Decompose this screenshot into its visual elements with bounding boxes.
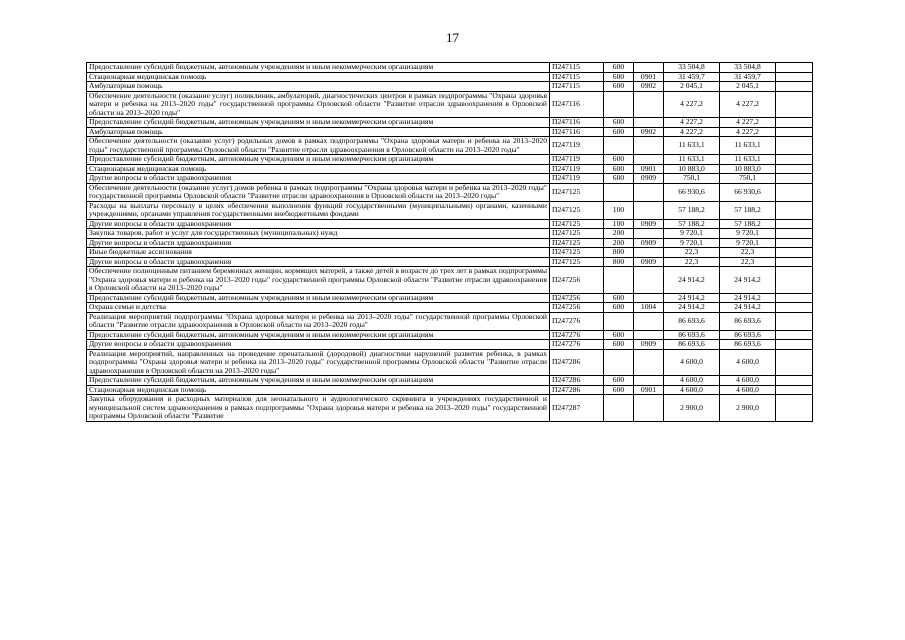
cell-empty <box>776 376 813 386</box>
cell-expense-name: Охрана семьи и детства <box>87 303 550 313</box>
cell-target-code: П247256 <box>550 267 604 294</box>
cell-target-code: П247115 <box>550 63 604 73</box>
table-row <box>87 127 813 137</box>
cell-empty <box>776 63 813 73</box>
cell-amount-total: 2 045,1 <box>720 82 776 92</box>
cell-expense-name: Расходы на выплаты персоналу в целях обеспечения выполнения функций государственными (муниципальными) органами, казенными учреждениями, органами управления государственными внебюджетными фондами <box>87 201 550 219</box>
cell-amount-total: 9 720,1 <box>720 229 776 239</box>
cell-target-code: П247125 <box>550 229 604 239</box>
cell-expense-name: Реализация мероприятий, направленных на проведение пренатальной (дородовой) диагностики нарушений развития ребенка, в рамках подпрограммы "Охрана здоровья матери и ребенка на 2013–2020 годы" государственной программы Орловской области "Развитие отрасли здравоохранения в Орловской области на 2013–2020 годы" <box>87 349 550 376</box>
cell-target-code: П247116 <box>550 127 604 137</box>
cell-amount-total: 4 227,2 <box>720 91 776 118</box>
cell-target-code: П247116 <box>550 91 604 118</box>
cell-section-code <box>634 330 664 340</box>
cell-amount: 4 227,2 <box>664 91 720 118</box>
cell-amount: 66 930,6 <box>664 183 720 201</box>
cell-empty <box>776 118 813 128</box>
cell-expense-type: 600 <box>604 72 634 82</box>
cell-section-code: 0909 <box>634 174 664 184</box>
cell-amount: 4 600,0 <box>664 385 720 395</box>
cell-section-code: 0909 <box>634 340 664 350</box>
cell-section-code <box>634 349 664 376</box>
cell-target-code: П247116 <box>550 118 604 128</box>
table-row <box>87 118 813 128</box>
cell-section-code: 0901 <box>634 72 664 82</box>
cell-empty <box>776 303 813 313</box>
cell-expense-name: Амбулаторная помощь <box>87 127 550 137</box>
cell-expense-type: 600 <box>604 340 634 350</box>
cell-expense-name: Закупка товаров, работ и услуг для государственных (муниципальных) нужд <box>87 229 550 239</box>
cell-amount-total: 11 633,1 <box>720 137 776 155</box>
cell-amount: 4 227,2 <box>664 127 720 137</box>
cell-amount-total: 10 883,0 <box>720 164 776 174</box>
cell-target-code: П247286 <box>550 385 604 395</box>
cell-amount: 22,3 <box>664 257 720 267</box>
cell-amount: 86 693,6 <box>664 330 720 340</box>
cell-expense-type: 600 <box>604 385 634 395</box>
cell-expense-name: Предоставление субсидий бюджетным, автономным учреждениям и иным некоммерческим организациям <box>87 330 550 340</box>
cell-section-code: 0901 <box>634 164 664 174</box>
cell-expense-type: 600 <box>604 330 634 340</box>
cell-empty <box>776 127 813 137</box>
table-row <box>87 174 813 184</box>
cell-empty <box>776 155 813 165</box>
cell-amount-total: 24 914,2 <box>720 267 776 294</box>
table-row <box>87 63 813 73</box>
cell-expense-name: Другие вопросы в области здравоохранения <box>87 219 550 229</box>
cell-section-code: 0902 <box>634 82 664 92</box>
table-row <box>87 330 813 340</box>
cell-expense-type <box>604 137 634 155</box>
cell-expense-type <box>604 183 634 201</box>
cell-empty <box>776 219 813 229</box>
cell-target-code: П247115 <box>550 82 604 92</box>
table-row <box>87 91 813 118</box>
cell-amount-total: 57 188,2 <box>720 201 776 219</box>
cell-amount: 24 914,2 <box>664 267 720 294</box>
table-row <box>87 376 813 386</box>
cell-amount-total: 22,3 <box>720 257 776 267</box>
cell-section-code <box>634 137 664 155</box>
cell-section-code <box>634 312 664 330</box>
cell-section-code <box>634 63 664 73</box>
table-row <box>87 312 813 330</box>
table-row <box>87 267 813 294</box>
cell-section-code <box>634 376 664 386</box>
cell-empty <box>776 395 813 422</box>
cell-amount: 57 188,2 <box>664 219 720 229</box>
cell-expense-type: 600 <box>604 63 634 73</box>
budget-table <box>86 62 813 422</box>
cell-empty <box>776 164 813 174</box>
table-row <box>87 229 813 239</box>
cell-target-code: П247125 <box>550 219 604 229</box>
cell-section-code <box>634 91 664 118</box>
table-row <box>87 155 813 165</box>
cell-section-code: 0909 <box>634 257 664 267</box>
cell-expense-name: Предоставление субсидий бюджетным, автономным учреждениям и иным некоммерческим организациям <box>87 63 550 73</box>
table-row <box>87 385 813 395</box>
table-row <box>87 137 813 155</box>
cell-section-code: 0901 <box>634 385 664 395</box>
cell-amount: 11 633,1 <box>664 137 720 155</box>
cell-amount-total: 4 227,2 <box>720 127 776 137</box>
cell-amount-total: 66 930,6 <box>720 183 776 201</box>
cell-amount: 11 633,1 <box>664 155 720 165</box>
cell-expense-type: 600 <box>604 155 634 165</box>
cell-section-code <box>634 293 664 303</box>
table-row <box>87 82 813 92</box>
cell-amount-total: 2 900,0 <box>720 395 776 422</box>
cell-empty <box>776 340 813 350</box>
cell-target-code: П247115 <box>550 72 604 82</box>
table-row <box>87 395 813 422</box>
cell-expense-name: Стационарная медицинская помощь <box>87 72 550 82</box>
cell-amount: 33 504,8 <box>664 63 720 73</box>
table-row <box>87 303 813 313</box>
cell-expense-name: Другие вопросы в области здравоохранения <box>87 340 550 350</box>
cell-expense-type: 600 <box>604 82 634 92</box>
cell-expense-name: Предоставление субсидий бюджетным, автономным учреждениям и иным некоммерческим организациям <box>87 293 550 303</box>
cell-expense-type <box>604 312 634 330</box>
cell-empty <box>776 137 813 155</box>
cell-amount: 57 188,2 <box>664 201 720 219</box>
cell-expense-name: Стационарная медицинская помощь <box>87 385 550 395</box>
cell-target-code: П247125 <box>550 183 604 201</box>
cell-expense-type <box>604 349 634 376</box>
cell-amount-total: 4 600,0 <box>720 349 776 376</box>
cell-expense-type: 100 <box>604 219 634 229</box>
cell-expense-name: Обеспечение деятельности (оказание услуг) поликлиник, амбулаторий, диагностических центров в рамках подпрограммы "Охрана здоровья матери и ребенка на 2013–2020 годы" государственной программы Орловской области "Развитие отрасли здравоохранения в Орловской области на 2013–2020 годы" <box>87 91 550 118</box>
budget-table-body <box>87 63 813 422</box>
cell-expense-type: 800 <box>604 257 634 267</box>
cell-section-code <box>634 395 664 422</box>
cell-expense-type: 600 <box>604 164 634 174</box>
cell-empty <box>776 349 813 376</box>
cell-target-code: П247286 <box>550 349 604 376</box>
cell-empty <box>776 312 813 330</box>
cell-expense-type: 600 <box>604 174 634 184</box>
cell-target-code: П247119 <box>550 137 604 155</box>
cell-expense-name: Иные бюджетные ассигнования <box>87 248 550 258</box>
cell-expense-name: Обеспечение полноценным питанием беременных женщин, кормящих матерей, а также детей в возрасте до трех лет в рамках подпрограммы "Охрана здоровья матери и ребенка на 2013–2020 годы" государственной программы Орловской области "Развитие отрасли здравоохранения в Орловской области на 2013–2020 годы" <box>87 267 550 294</box>
cell-expense-type: 600 <box>604 303 634 313</box>
cell-empty <box>776 257 813 267</box>
cell-empty <box>776 91 813 118</box>
cell-expense-type: 100 <box>604 201 634 219</box>
table-row <box>87 248 813 258</box>
table-row <box>87 164 813 174</box>
cell-amount: 86 693,6 <box>664 340 720 350</box>
table-row <box>87 219 813 229</box>
cell-amount-total: 4 600,0 <box>720 376 776 386</box>
cell-amount-total: 33 504,8 <box>720 63 776 73</box>
cell-expense-name: Амбулаторная помощь <box>87 82 550 92</box>
cell-empty <box>776 82 813 92</box>
cell-empty <box>776 293 813 303</box>
cell-target-code: П247119 <box>550 174 604 184</box>
cell-section-code <box>634 201 664 219</box>
cell-expense-name: Реализация мероприятий подпрограммы "Охрана здоровья матери и ребенка на 2013–2020 годы" государственной программы Орловской области "Развитие отрасли здравоохранения в Орловской области на 2013–2020 годы" <box>87 312 550 330</box>
cell-section-code <box>634 183 664 201</box>
cell-target-code: П247256 <box>550 303 604 313</box>
cell-expense-name: Предоставление субсидий бюджетным, автономным учреждениям и иным некоммерческим организациям <box>87 155 550 165</box>
table-row <box>87 201 813 219</box>
cell-amount-total: 86 693,6 <box>720 340 776 350</box>
cell-amount-total: 4 227,2 <box>720 118 776 128</box>
cell-empty <box>776 201 813 219</box>
table-row <box>87 238 813 248</box>
table-row <box>87 72 813 82</box>
cell-expense-type: 800 <box>604 248 634 258</box>
cell-expense-name: Стационарная медицинская помощь <box>87 164 550 174</box>
cell-amount-total: 86 693,6 <box>720 312 776 330</box>
cell-empty <box>776 267 813 294</box>
cell-amount: 86 693,6 <box>664 312 720 330</box>
cell-section-code: 1004 <box>634 303 664 313</box>
table-row <box>87 340 813 350</box>
cell-target-code: П247125 <box>550 248 604 258</box>
cell-target-code: П247125 <box>550 201 604 219</box>
table-row <box>87 257 813 267</box>
cell-empty <box>776 183 813 201</box>
cell-amount: 4 600,0 <box>664 376 720 386</box>
cell-section-code <box>634 155 664 165</box>
cell-section-code <box>634 248 664 258</box>
cell-amount-total: 24 914,2 <box>720 293 776 303</box>
cell-amount-total: 22,3 <box>720 248 776 258</box>
cell-amount-total: 9 720,1 <box>720 238 776 248</box>
cell-section-code <box>634 267 664 294</box>
cell-expense-type: 200 <box>604 238 634 248</box>
cell-target-code: П247119 <box>550 164 604 174</box>
cell-expense-name: Другие вопросы в области здравоохранения <box>87 257 550 267</box>
cell-expense-type <box>604 267 634 294</box>
cell-target-code: П247287 <box>550 395 604 422</box>
cell-amount: 4 227,2 <box>664 118 720 128</box>
cell-expense-type: 600 <box>604 118 634 128</box>
table-row <box>87 293 813 303</box>
cell-amount-total: 750,1 <box>720 174 776 184</box>
table-row <box>87 349 813 376</box>
cell-target-code: П247276 <box>550 330 604 340</box>
cell-target-code: П247125 <box>550 238 604 248</box>
cell-section-code: 0909 <box>634 238 664 248</box>
cell-empty <box>776 330 813 340</box>
cell-expense-name: Другие вопросы в области здравоохранения <box>87 238 550 248</box>
page-number: 17 <box>446 30 459 45</box>
cell-empty <box>776 248 813 258</box>
cell-amount: 31 459,7 <box>664 72 720 82</box>
cell-expense-name: Обеспечение деятельности (оказание услуг) домов ребенка в рамках подпрограммы "Охрана здоровья матери и ребенка на 2013–2020 годы" государственной программы Орловской области "Развитие отрасли здравоохранения в Орловской области на 2013–2020 годы" <box>87 183 550 201</box>
cell-amount-total: 4 600,0 <box>720 385 776 395</box>
cell-expense-type: 600 <box>604 127 634 137</box>
cell-target-code: П247276 <box>550 340 604 350</box>
cell-expense-name: Предоставление субсидий бюджетным, автономным учреждениям и иным некоммерческим организациям <box>87 118 550 128</box>
cell-expense-type: 600 <box>604 376 634 386</box>
cell-expense-type: 200 <box>604 229 634 239</box>
cell-expense-name: Закупка оборудования и расходных материалов для неонатального и аудиологического скрининга в учреждениях государственной и муниципальной систем здравоохранения в рамках подпрограммы "Охрана здоровья матери и ребенка на 2013–2020 годы" государственной программы Орловской области "Развитие <box>87 395 550 422</box>
cell-amount: 24 914,2 <box>664 293 720 303</box>
cell-expense-type <box>604 91 634 118</box>
cell-section-code <box>634 229 664 239</box>
cell-amount-total: 57 188,2 <box>720 219 776 229</box>
cell-expense-name: Обеспечение деятельности (оказание услуг) родильных домов в рамках подпрограммы "Охрана здоровья матери и ребенка на 2013–2020 годы" государственной программы Орловской области "Развитие отрасли здравоохранения в Орловской области на 2013–2020 годы" <box>87 137 550 155</box>
cell-empty <box>776 174 813 184</box>
cell-empty <box>776 238 813 248</box>
cell-target-code: П247119 <box>550 155 604 165</box>
cell-amount: 4 600,0 <box>664 349 720 376</box>
cell-expense-name: Предоставление субсидий бюджетным, автономным учреждениям и иным некоммерческим организациям <box>87 376 550 386</box>
cell-section-code <box>634 118 664 128</box>
cell-target-code: П247256 <box>550 293 604 303</box>
table-row <box>87 183 813 201</box>
cell-amount: 10 883,0 <box>664 164 720 174</box>
cell-amount-total: 11 633,1 <box>720 155 776 165</box>
cell-target-code: П247276 <box>550 312 604 330</box>
cell-section-code: 0909 <box>634 219 664 229</box>
cell-expense-name: Другие вопросы в области здравоохранения <box>87 174 550 184</box>
cell-amount: 2 900,0 <box>664 395 720 422</box>
cell-amount-total: 86 693,6 <box>720 330 776 340</box>
cell-amount: 24 914,2 <box>664 303 720 313</box>
cell-empty <box>776 385 813 395</box>
cell-section-code: 0902 <box>634 127 664 137</box>
cell-expense-type: 600 <box>604 293 634 303</box>
cell-amount: 9 720,1 <box>664 238 720 248</box>
cell-amount: 750,1 <box>664 174 720 184</box>
cell-amount: 9 720,1 <box>664 229 720 239</box>
cell-amount: 2 045,1 <box>664 82 720 92</box>
cell-amount-total: 24 914,2 <box>720 303 776 313</box>
cell-expense-type <box>604 395 634 422</box>
cell-target-code: П247125 <box>550 257 604 267</box>
cell-target-code: П247286 <box>550 376 604 386</box>
cell-amount-total: 31 459,7 <box>720 72 776 82</box>
cell-amount: 22,3 <box>664 248 720 258</box>
cell-empty <box>776 229 813 239</box>
cell-empty <box>776 72 813 82</box>
